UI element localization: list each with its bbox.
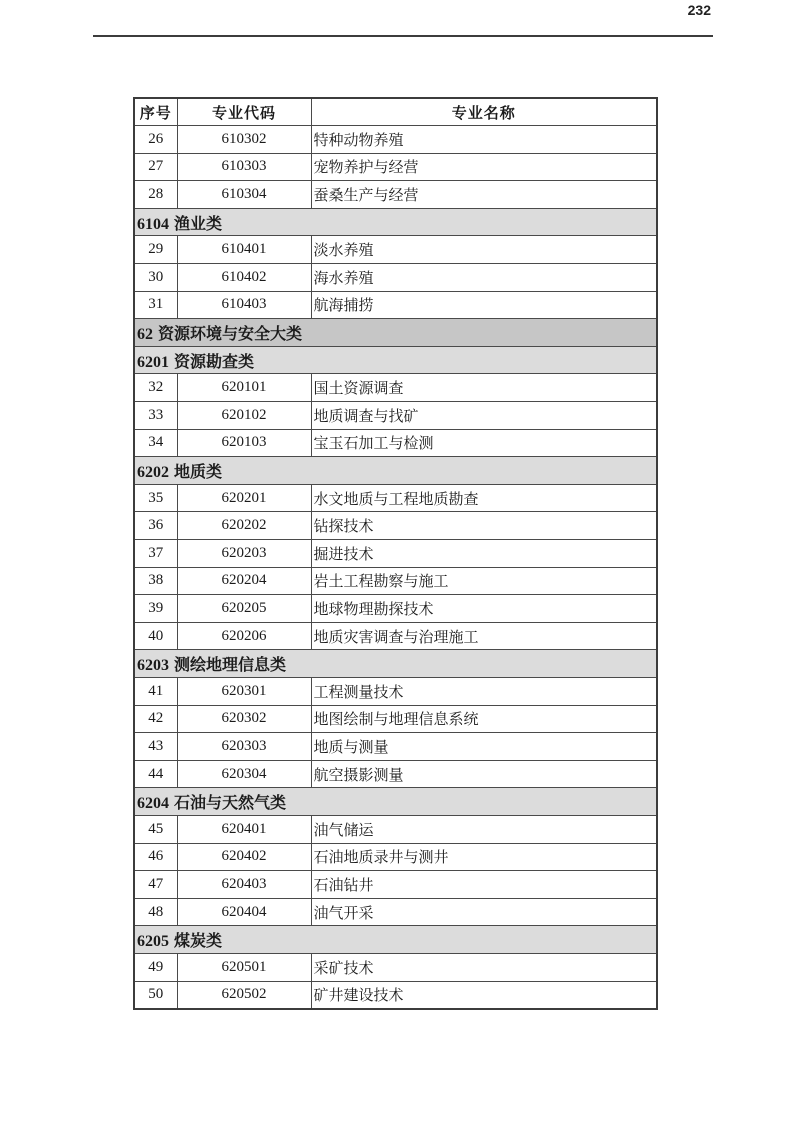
major-code-cell: 620202 <box>177 512 311 540</box>
row-serial-cell: 33 <box>134 402 177 430</box>
major-code-cell: 610402 <box>177 264 311 292</box>
major-name-cell: 石油地质录井与测井 <box>311 843 657 871</box>
major-name-cell: 石油钻井 <box>311 871 657 899</box>
major-name-cell: 采矿技术 <box>311 953 657 981</box>
major-code-cell: 620201 <box>177 484 311 512</box>
major-name-cell: 航海捕捞 <box>311 291 657 319</box>
row-serial-cell: 50 <box>134 981 177 1009</box>
row-serial-cell: 37 <box>134 540 177 568</box>
major-code-cell: 620501 <box>177 953 311 981</box>
major-name-cell: 工程测量技术 <box>311 677 657 705</box>
major-name-cell: 海水养殖 <box>311 264 657 292</box>
major-code-cell: 620102 <box>177 402 311 430</box>
section-code: 6204 <box>137 795 169 813</box>
table-header-row <box>134 98 657 126</box>
major-name-cell: 钻探技术 <box>311 512 657 540</box>
table-row <box>134 429 657 457</box>
table-row <box>134 622 657 650</box>
table-row <box>134 677 657 705</box>
table-row <box>134 264 657 292</box>
section-header-cell <box>134 319 657 347</box>
row-serial-cell: 36 <box>134 512 177 540</box>
major-name-cell: 矿井建设技术 <box>311 981 657 1009</box>
column-header-name: 专业名称 <box>311 98 657 126</box>
major-code-cell: 620206 <box>177 622 311 650</box>
section-code: 62 <box>137 326 153 344</box>
major-name-cell: 地质调查与找矿 <box>311 402 657 430</box>
table-row <box>134 898 657 926</box>
major-name-cell: 油气储运 <box>311 815 657 843</box>
table-row <box>134 871 657 899</box>
major-name-cell: 特种动物养殖 <box>311 126 657 154</box>
major-name-cell: 油气开采 <box>311 898 657 926</box>
section-name: 石油与天然气类 <box>174 795 287 813</box>
major-code-cell: 610401 <box>177 236 311 264</box>
section-row-sub <box>134 346 657 374</box>
major-code-cell: 620101 <box>177 374 311 402</box>
row-serial-cell: 34 <box>134 429 177 457</box>
major-code-cell: 620303 <box>177 733 311 761</box>
section-code: 6205 <box>137 933 169 951</box>
section-row-sub <box>134 650 657 678</box>
row-serial-cell: 28 <box>134 181 177 209</box>
table-row <box>134 512 657 540</box>
section-header-cell <box>134 788 657 816</box>
major-code-cell: 620204 <box>177 567 311 595</box>
header-rule <box>93 35 713 37</box>
major-name-cell: 国土资源调查 <box>311 374 657 402</box>
column-header-serial: 序号 <box>134 98 177 126</box>
row-serial-cell: 29 <box>134 236 177 264</box>
row-serial-cell: 32 <box>134 374 177 402</box>
section-row-sub <box>134 457 657 485</box>
major-name-cell: 地球物理勘探技术 <box>311 595 657 623</box>
page-number: 232 <box>687 2 711 18</box>
table-row <box>134 981 657 1009</box>
row-serial-cell: 38 <box>134 567 177 595</box>
section-name: 煤炭类 <box>174 933 223 951</box>
section-code: 6203 <box>137 657 169 675</box>
section-name: 地质类 <box>174 464 223 482</box>
major-code-cell: 620404 <box>177 898 311 926</box>
section-name: 资源勘查类 <box>174 353 255 371</box>
major-code-cell: 620502 <box>177 981 311 1009</box>
major-code-cell: 610303 <box>177 153 311 181</box>
major-code-cell: 620103 <box>177 429 311 457</box>
section-row-major <box>134 319 657 347</box>
major-code-cell: 610304 <box>177 181 311 209</box>
table-row <box>134 153 657 181</box>
section-name: 渔业类 <box>174 215 223 233</box>
major-code-cell: 620203 <box>177 540 311 568</box>
table-row <box>134 733 657 761</box>
row-serial-cell: 26 <box>134 126 177 154</box>
major-code-cell: 610403 <box>177 291 311 319</box>
table-row <box>134 181 657 209</box>
section-code: 6201 <box>137 353 169 371</box>
table-row <box>134 236 657 264</box>
section-header-cell <box>134 650 657 678</box>
table-row <box>134 291 657 319</box>
row-serial-cell: 27 <box>134 153 177 181</box>
table-row <box>134 705 657 733</box>
row-serial-cell: 44 <box>134 760 177 788</box>
table-row <box>134 484 657 512</box>
major-name-cell: 宝玉石加工与检测 <box>311 429 657 457</box>
row-serial-cell: 45 <box>134 815 177 843</box>
major-code-cell: 620402 <box>177 843 311 871</box>
major-name-cell: 蚕桑生产与经营 <box>311 181 657 209</box>
major-code-cell: 620302 <box>177 705 311 733</box>
section-row-sub <box>134 926 657 954</box>
table-row <box>134 126 657 154</box>
table-body <box>134 126 657 1009</box>
section-row-sub <box>134 208 657 236</box>
section-row-sub <box>134 788 657 816</box>
major-code-cell: 620205 <box>177 595 311 623</box>
row-serial-cell: 43 <box>134 733 177 761</box>
row-serial-cell: 47 <box>134 871 177 899</box>
table-row <box>134 953 657 981</box>
table-row <box>134 815 657 843</box>
table-row <box>134 540 657 568</box>
major-name-cell: 掘进技术 <box>311 540 657 568</box>
table-row <box>134 374 657 402</box>
row-serial-cell: 41 <box>134 677 177 705</box>
section-name: 资源环境与安全大类 <box>158 326 303 344</box>
major-name-cell: 水文地质与工程地质勘查 <box>311 484 657 512</box>
major-name-cell: 淡水养殖 <box>311 236 657 264</box>
major-code-cell: 620304 <box>177 760 311 788</box>
section-header-cell <box>134 457 657 485</box>
major-code-cell: 620401 <box>177 815 311 843</box>
row-serial-cell: 48 <box>134 898 177 926</box>
major-code-cell: 610302 <box>177 126 311 154</box>
row-serial-cell: 40 <box>134 622 177 650</box>
major-name-cell: 地质灾害调查与治理施工 <box>311 622 657 650</box>
table-row <box>134 760 657 788</box>
section-code: 6202 <box>137 464 169 482</box>
major-code-cell: 620301 <box>177 677 311 705</box>
section-code: 6104 <box>137 215 169 233</box>
table-row <box>134 402 657 430</box>
row-serial-cell: 46 <box>134 843 177 871</box>
table-row <box>134 567 657 595</box>
row-serial-cell: 30 <box>134 264 177 292</box>
major-name-cell: 航空摄影测量 <box>311 760 657 788</box>
major-name-cell: 地质与测量 <box>311 733 657 761</box>
major-name-cell: 宠物养护与经营 <box>311 153 657 181</box>
major-name-cell: 地图绘制与地理信息系统 <box>311 705 657 733</box>
section-header-cell <box>134 208 657 236</box>
row-serial-cell: 35 <box>134 484 177 512</box>
table-row <box>134 595 657 623</box>
row-serial-cell: 31 <box>134 291 177 319</box>
major-name-cell: 岩土工程勘察与施工 <box>311 567 657 595</box>
row-serial-cell: 42 <box>134 705 177 733</box>
row-serial-cell: 39 <box>134 595 177 623</box>
row-serial-cell: 49 <box>134 953 177 981</box>
section-header-cell <box>134 926 657 954</box>
table-row <box>134 843 657 871</box>
section-header-cell <box>134 346 657 374</box>
major-code-cell: 620403 <box>177 871 311 899</box>
column-header-code: 专业代码 <box>177 98 311 126</box>
section-name: 测绘地理信息类 <box>174 657 287 675</box>
major-codes-table <box>133 97 658 1010</box>
